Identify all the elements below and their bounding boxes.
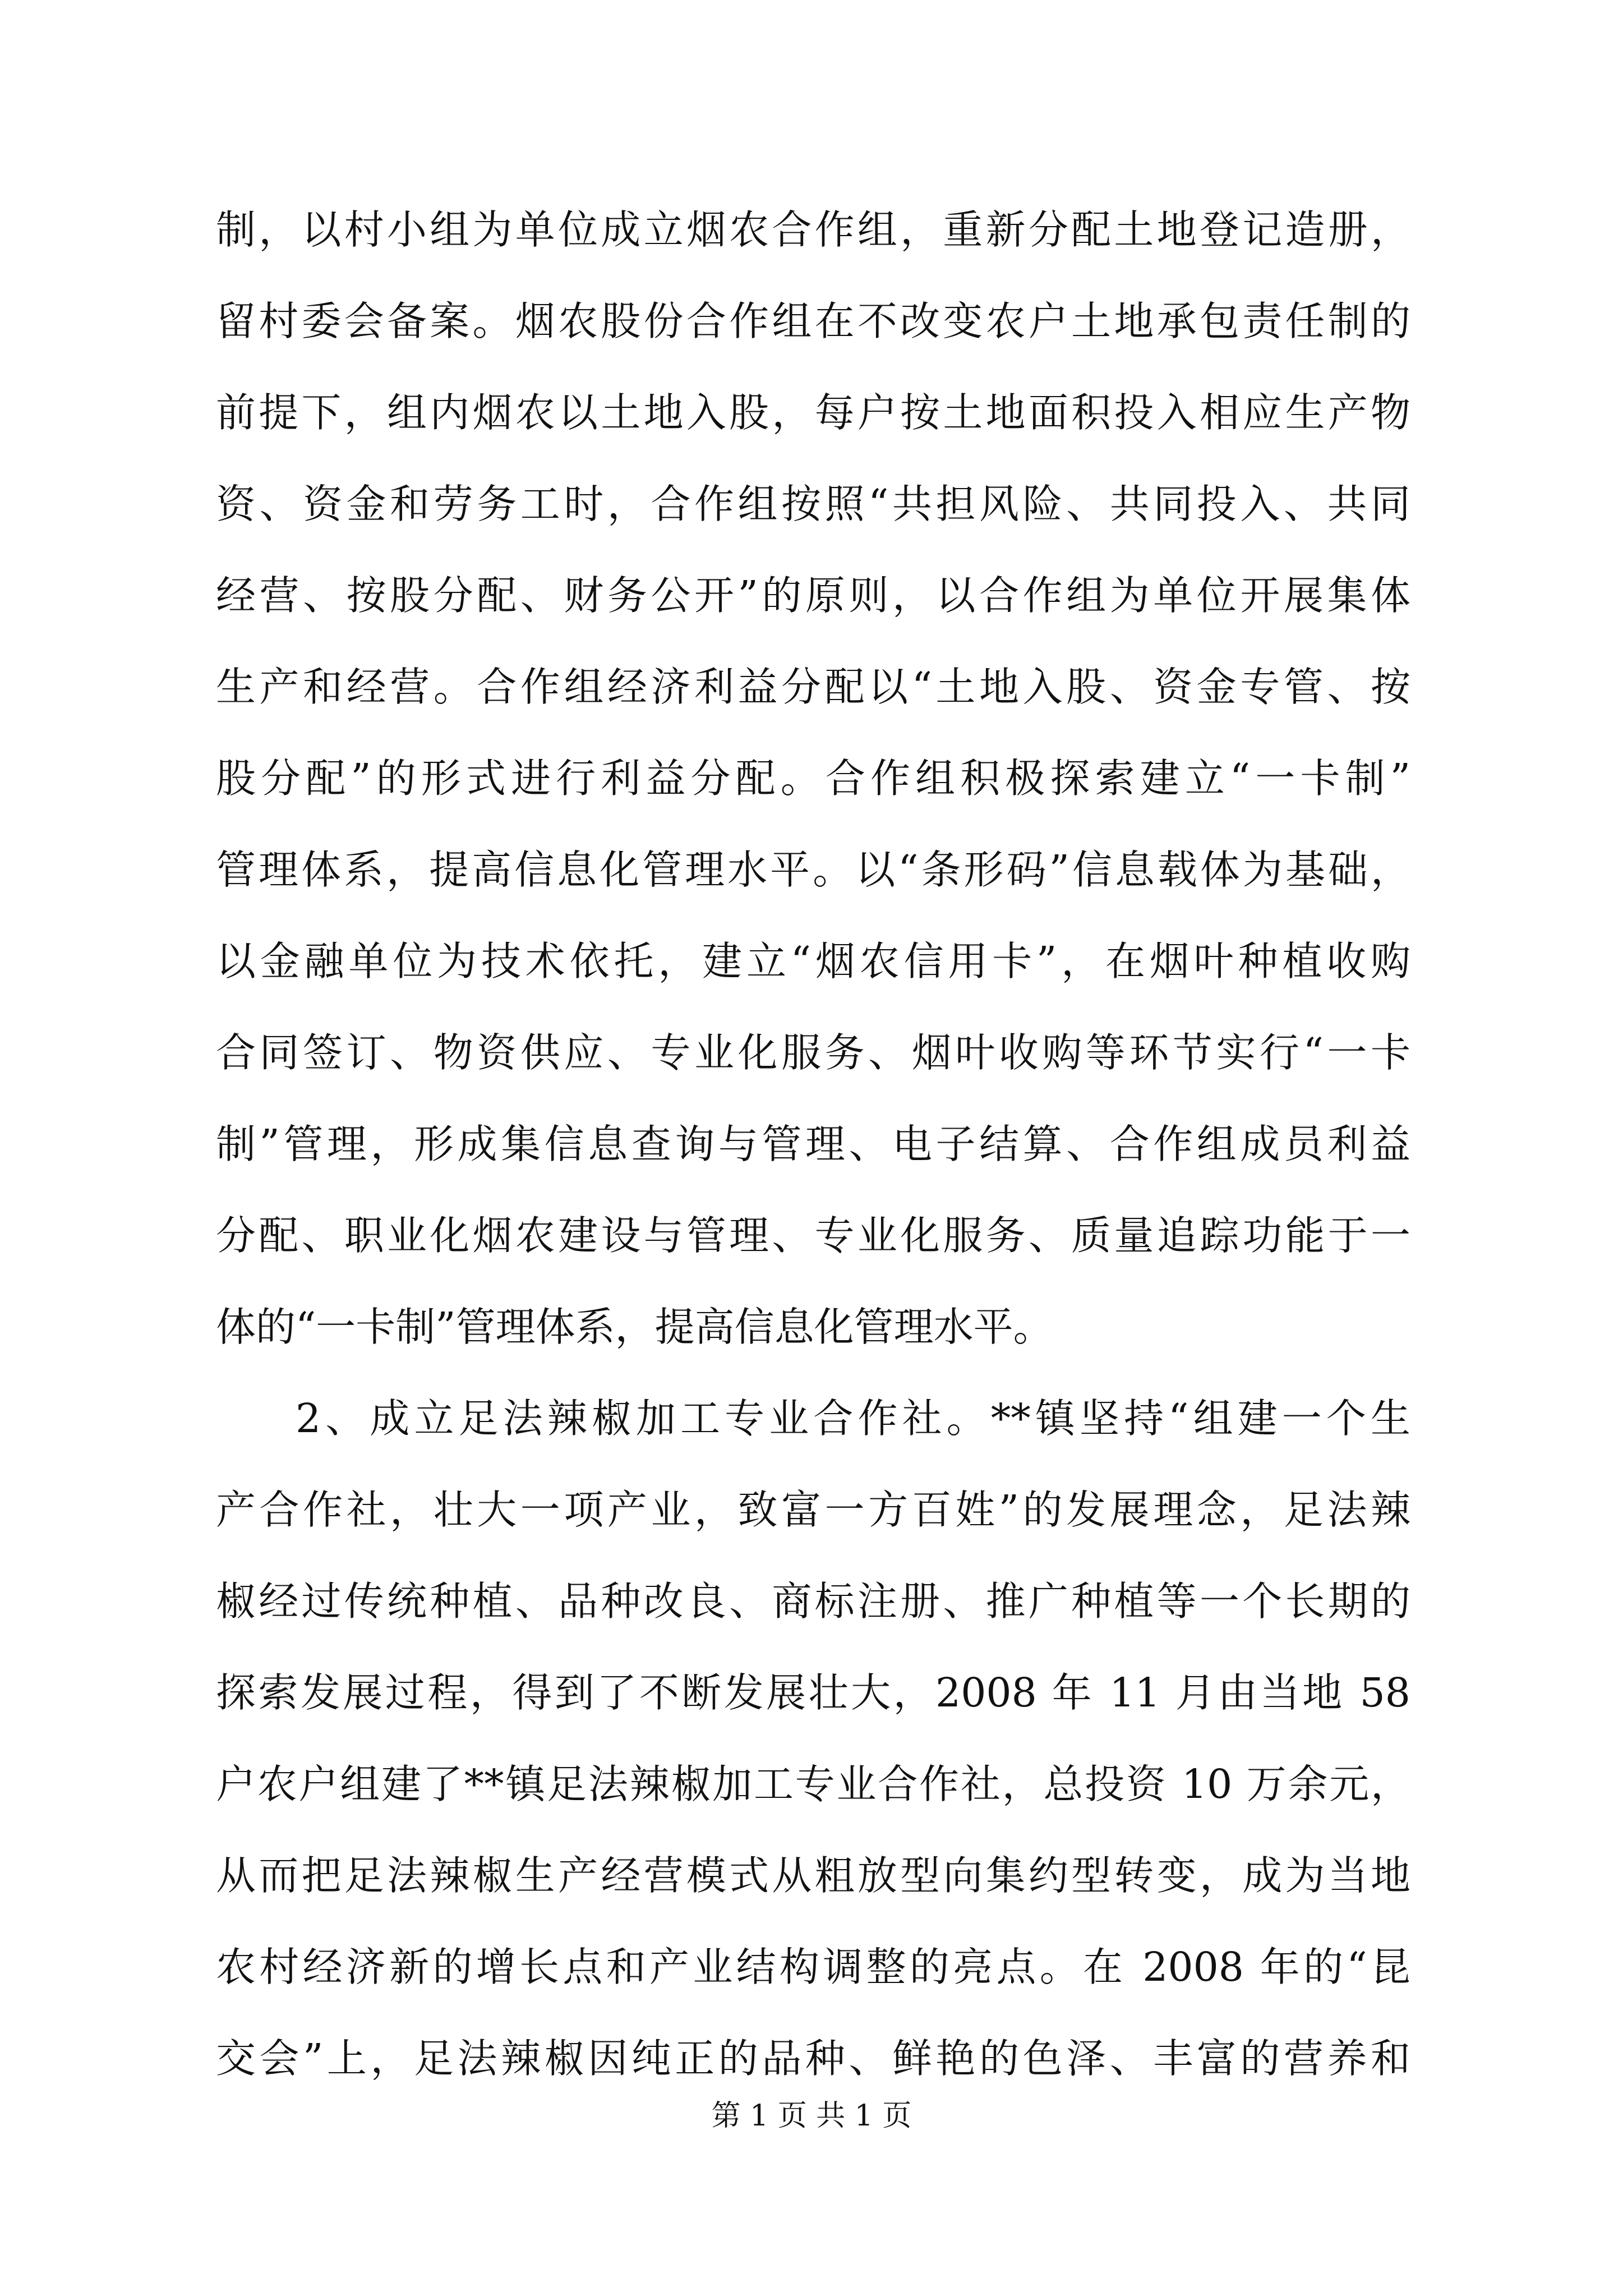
text-line: 户农户组建了**镇足法辣椒加工专业合作社，总投资 10 万余元，	[216, 1761, 1410, 1807]
text-line: 经营、按股分配、财务公开”的原则，以合作组为单位开展集体	[216, 572, 1410, 619]
text-line: 制”管理，形成集信息查询与管理、电子结算、合作组成员利益	[216, 1121, 1410, 1167]
text-line: 生产和经营。合作组经济利益分配以“土地入股、资金专管、按	[216, 664, 1410, 710]
text-line: 资、资金和劳务工时，合作组按照“共担风险、共同投入、共同	[216, 481, 1410, 527]
text-line: 留村委会备案。烟农股份合作组在不改变农户土地承包责任制的	[216, 298, 1410, 344]
document-body	[216, 184, 1410, 2104]
text-line: 椒经过传统种植、品种改良、商标注册、推广种植等一个长期的	[216, 1578, 1410, 1625]
text-line: 分配、职业化烟农建设与管理、专业化服务、质量追踪功能于一	[216, 1212, 1410, 1259]
text-line: 管理体系，提高信息化管理水平。以“条形码”信息载体为基础，	[216, 846, 1410, 893]
paragraph-1	[216, 184, 1410, 1373]
text-line: 股分配”的形式进行利益分配。合作组积极探索建立“一卡制”	[216, 755, 1410, 802]
text-line: 制，以村小组为单位成立烟农合作组，重新分配土地登记造册，	[216, 206, 1410, 253]
text-line: 农村经济新的增长点和产业结构调整的亮点。在 2008 年的“昆	[216, 1944, 1410, 1990]
text-line: 交会”上，足法辣椒因纯正的品种、鲜艳的色泽、丰富的营养和	[216, 2035, 1410, 2082]
text-line: 前提下，组内烟农以土地入股，每户按土地面积投入相应生产物	[216, 389, 1410, 436]
text-line: 探索发展过程，得到了不断发展壮大，2008 年 11 月由当地 58	[216, 1669, 1410, 1716]
text-line: 体的“一卡制”管理体系，提高信息化管理水平。	[216, 1304, 1053, 1350]
text-line: 以金融单位为技术依托，建立“烟农信用卡”，在烟叶种植收购	[216, 938, 1410, 984]
text-line: 从而把足法辣椒生产经营模式从粗放型向集约型转变，成为当地	[216, 1852, 1410, 1899]
text-line: 2、成立足法辣椒加工专业合作社。**镇坚持“组建一个生	[296, 1395, 1410, 1442]
paragraph-2	[216, 1373, 1410, 2104]
page-footer: 第 1 页 共 1 页	[711, 2099, 912, 2133]
text-line: 产合作社，壮大一项产业，致富一方百姓”的发展理念，足法辣	[216, 1487, 1410, 1533]
text-line: 合同签订、物资供应、专业化服务、烟叶收购等环节实行“一卡	[216, 1029, 1410, 1076]
